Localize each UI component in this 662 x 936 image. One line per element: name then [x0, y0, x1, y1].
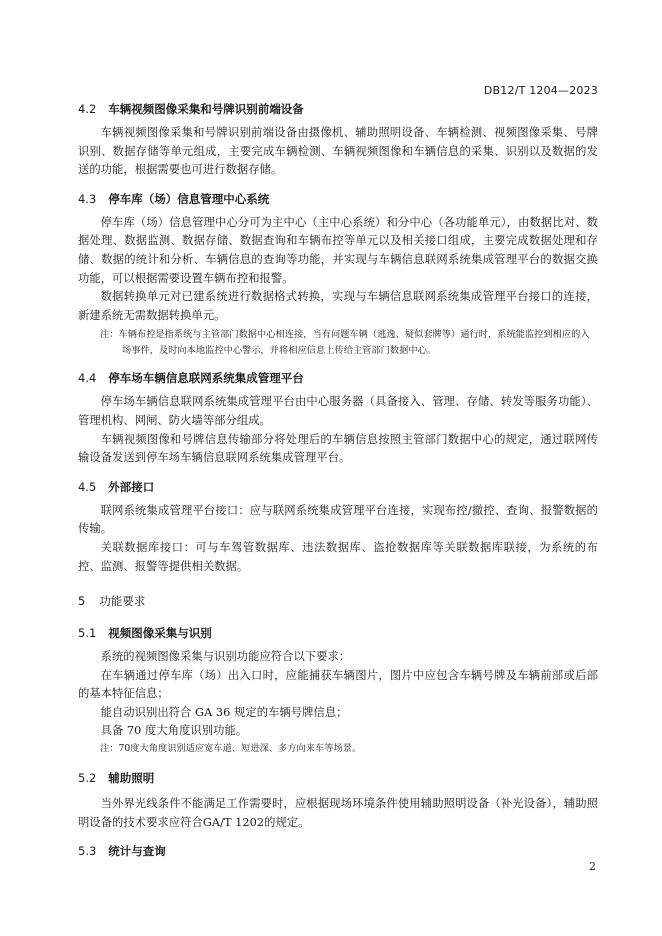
list-item: 能自动识别出符合 GA 36 规定的车辆号牌信息；: [100, 705, 348, 719]
chapter-title: 功能要求: [99, 594, 146, 609]
standard-code: DB12/T 1204—2023: [483, 84, 598, 97]
section-heading-4-2: [78, 100, 598, 118]
section-heading-5-3: [78, 842, 598, 860]
paragraph: 关联数据库接口：可与车驾管数据库、违法数据库、盗抢数据库等关联数据库联接，为系统的布控、监测、报警等提供相关数据。: [78, 540, 598, 573]
note-label: 注：: [100, 329, 119, 341]
section-heading-5-1: [78, 624, 598, 642]
paragraph: 停车库（场）信息管理中心分可为主中心（主中心系统）和分中心（各功能单元），由数据比对、数据处理、数据监测、数据存储、数据查询和车辆布控等单元以及相关接口组成，主要完成数据处理和存储、数据的统计和分析、车辆信息的查询等功能，并实现与车辆信息联网系统集成管理平台的数据交换功能，可以根据需要设置车辆布控和报警。: [78, 215, 598, 285]
list-item: 具备 70 度大角度识别功能。: [100, 724, 248, 738]
section-title: 统计与查询: [108, 844, 166, 859]
note-label: 注：: [100, 743, 119, 755]
page-number: 2: [589, 860, 596, 873]
section-title: 外部接口: [108, 479, 155, 494]
section-number: 4.2: [78, 102, 97, 116]
section-number: 5.2: [78, 771, 97, 786]
section-heading-5-2: [78, 769, 598, 787]
chapter-number: 5: [78, 594, 86, 609]
paragraph: 车辆视频图像采集和号牌识别前端设备由摄像机、辅助照明设备、车辆检测、视频图像采集、号牌识别、数据存储等单元组成，主要完成车辆检测、车辆视频图像和车辆信息的采集、识别以及数据的发送的功能，根据需要也可进行数据存储。: [78, 126, 598, 177]
paragraph: 车辆视频图像和号牌信息传输部分将处理后的车辆信息按照主管部门数据中心的规定，通过联网传输设备发送到停车场车辆信息联网系统集成管理平台。: [78, 432, 598, 465]
note: [78, 327, 598, 359]
section-heading-4-5: [78, 478, 598, 496]
paragraph: 当外界光线条件不能满足工作需要时，应根据现场环境条件使用辅助照明设备（补光设备），辅助照明设备的技术要求应符合GA/T 1202的规定。: [78, 797, 598, 829]
note: [78, 741, 598, 757]
section-title: 车辆视频图像采集和号牌识别前端设备: [108, 102, 304, 116]
list-item: 在车辆通过停车库（场）出入口时，应能捕获车辆图片，图片中应包含车辆号牌及车辆前部或后部的基本特征信息；: [78, 668, 598, 701]
section-title: 停车库（场）信息管理中心系统: [108, 191, 270, 206]
section-heading-4-3: [78, 190, 598, 208]
section-title: 视频图像采集与识别: [108, 626, 212, 641]
document-body: [78, 100, 598, 860]
paragraph: 停车场车辆信息联网系统集成管理平台由中心服务器（具备接入、管理、存储、转发等服务功能）、管理机构、网闸、防火墙等部分组成。: [78, 395, 598, 427]
section-number: 4.4: [78, 371, 97, 386]
section-number: 4.5: [78, 479, 97, 494]
note-text: 车辆布控是指系统与主管部门数据中心相连接，当有问题车辆（逃逸、疑似套牌等）通行时，系统能监控到相应的入场事件，及时向本地监控中心警示，并将相应信息上传给主管部门数据中心。: [118, 329, 590, 357]
section-title: 停车场车辆信息联网系统集成管理平台: [108, 371, 304, 386]
note-text: 70度大角度识别适应宽车道、短进深、多方向来车等场景。: [118, 743, 362, 755]
section-number: 5.1: [78, 626, 97, 641]
paragraph: 数据转换单元对已建系统进行数据格式转换，实现与车辆信息联网系统集成管理平台接口的连接，新建系统无需数据转换单元。: [78, 290, 598, 322]
chapter-heading-5: [78, 592, 598, 610]
section-title: 辅助照明: [108, 771, 155, 786]
section-number: 4.3: [78, 191, 97, 206]
paragraph: 系统的视频图像采集与识别功能应符合以下要求：: [100, 650, 351, 664]
paragraph: 联网系统集成管理平台接口：应与联网系统集成管理平台连接，实现布控/撤控、查询、报警数据的传输。: [78, 503, 598, 536]
section-heading-4-4: [78, 369, 598, 387]
section-number: 5.3: [78, 844, 97, 859]
